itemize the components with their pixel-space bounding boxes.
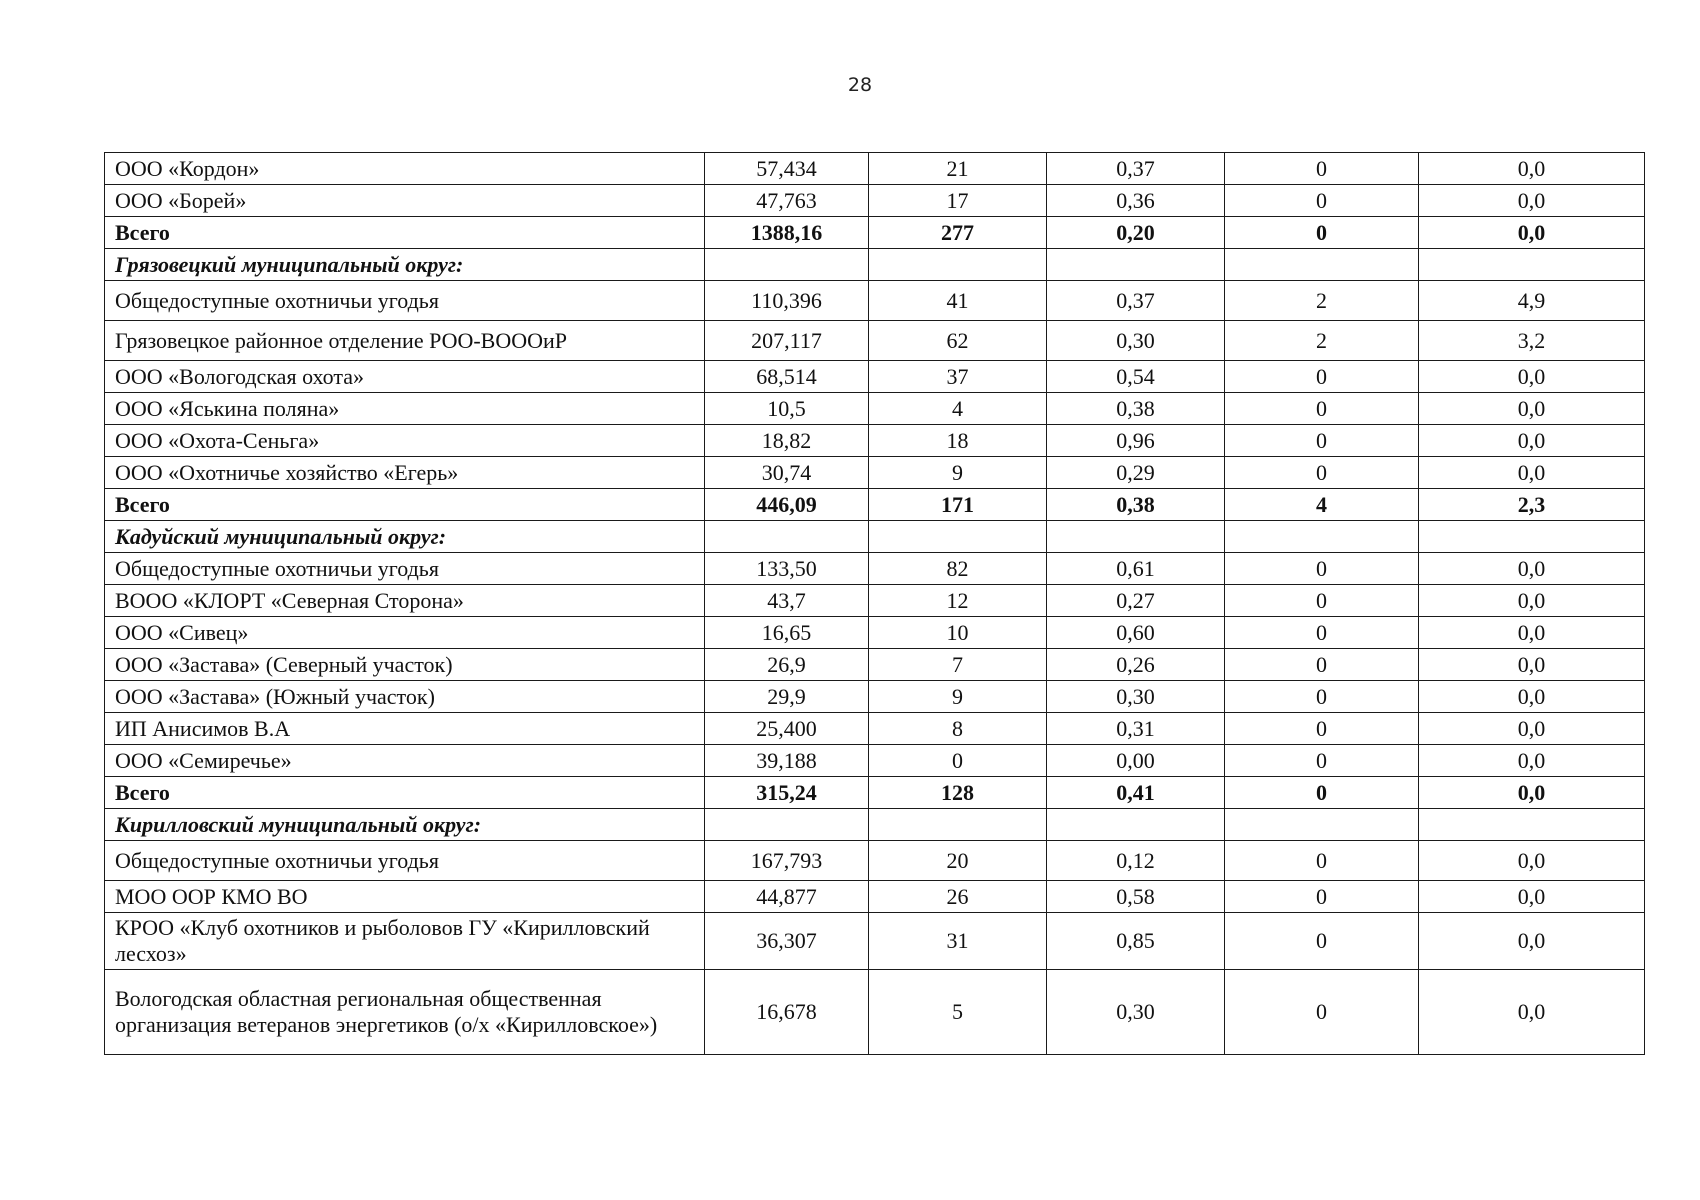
value-cell-col5: 0 [1225,777,1419,809]
table-row [105,553,1645,585]
value-cell-col5: 0 [1225,681,1419,713]
organization-name-cell: Вологодская областная региональная общественная организация ветеранов энергетиков (о/х «Кирилловское») [105,970,705,1055]
value-cell-col3: 37 [869,361,1047,393]
value-cell-col3: 62 [869,321,1047,361]
value-cell-col2: 16,678 [705,970,869,1055]
value-cell-col4: 0,36 [1047,185,1225,217]
total-row [105,777,1645,809]
value-cell-col3: 9 [869,457,1047,489]
organization-name-cell: ООО «Застава» (Северный участок) [105,649,705,681]
district-name-cell: Кадуйский муниципальный округ: [105,521,705,553]
value-cell-col6: 0,0 [1419,681,1645,713]
value-cell-col3: 12 [869,585,1047,617]
value-cell-col5: 0 [1225,457,1419,489]
table-row [105,425,1645,457]
table-row [105,841,1645,881]
value-cell-col3: 9 [869,681,1047,713]
value-cell-col3: 20 [869,841,1047,881]
table-row [105,745,1645,777]
table-row [105,361,1645,393]
organization-name-cell: МОО ООР КМО ВО [105,881,705,913]
organization-name-cell: ООО «Вологодская охота» [105,361,705,393]
value-cell-col5: 0 [1225,913,1419,970]
value-cell-col2: 57,434 [705,153,869,185]
value-cell-col6: 4,9 [1419,281,1645,321]
value-cell-col3: 171 [869,489,1047,521]
value-cell-col6: 0,0 [1419,425,1645,457]
value-cell-col5: 4 [1225,489,1419,521]
value-cell-col6: 0,0 [1419,153,1645,185]
value-cell-col3: 10 [869,617,1047,649]
value-cell-col2: 68,514 [705,361,869,393]
organization-name-cell: ВООО «КЛОРТ «Северная Сторона» [105,585,705,617]
value-cell-col5: 0 [1225,970,1419,1055]
table-row [105,281,1645,321]
value-cell-col5: 0 [1225,361,1419,393]
value-cell-col2: 1388,16 [705,217,869,249]
value-cell-col2: 26,9 [705,649,869,681]
organization-name-cell: Общедоступные охотничьи угодья [105,841,705,881]
value-cell-col3: 41 [869,281,1047,321]
value-cell-col3: 26 [869,881,1047,913]
organization-name-cell: ООО «Застава» (Южный участок) [105,681,705,713]
value-cell-col3: 128 [869,777,1047,809]
value-cell-col4: 0,58 [1047,881,1225,913]
value-cell-col3: 17 [869,185,1047,217]
value-cell-col5: 0 [1225,393,1419,425]
hunting-grounds-table [104,152,1645,1055]
value-cell-col3 [869,249,1047,281]
value-cell-col2: 36,307 [705,913,869,970]
value-cell-col2: 207,117 [705,321,869,361]
value-cell-col6: 0,0 [1419,649,1645,681]
value-cell-col4: 0,60 [1047,617,1225,649]
value-cell-col3 [869,521,1047,553]
value-cell-col4: 0,20 [1047,217,1225,249]
section-header-row [105,809,1645,841]
value-cell-col6: 0,0 [1419,913,1645,970]
value-cell-col4: 0,96 [1047,425,1225,457]
value-cell-col2: 18,82 [705,425,869,457]
value-cell-col6: 3,2 [1419,321,1645,361]
value-cell-col2: 133,50 [705,553,869,585]
value-cell-col5: 0 [1225,425,1419,457]
value-cell-col4: 0,38 [1047,393,1225,425]
value-cell-col4: 0,29 [1047,457,1225,489]
table-row [105,617,1645,649]
district-name-cell: Кирилловский муниципальный округ: [105,809,705,841]
value-cell-col6: 0,0 [1419,361,1645,393]
value-cell-col2: 47,763 [705,185,869,217]
value-cell-col2: 315,24 [705,777,869,809]
organization-name-cell: ООО «Охотничье хозяйство «Егерь» [105,457,705,489]
organization-name-cell: ООО «Яськина поляна» [105,393,705,425]
table-row [105,321,1645,361]
value-cell-col4: 0,38 [1047,489,1225,521]
value-cell-col5: 0 [1225,553,1419,585]
value-cell-col2: 10,5 [705,393,869,425]
organization-name-cell: ИП Анисимов В.А [105,713,705,745]
organization-name-cell: Общедоступные охотничьи угодья [105,553,705,585]
table-row [105,585,1645,617]
value-cell-col4: 0,30 [1047,681,1225,713]
value-cell-col2: 110,396 [705,281,869,321]
value-cell-col4 [1047,809,1225,841]
value-cell-col4: 0,61 [1047,553,1225,585]
value-cell-col2: 44,877 [705,881,869,913]
organization-name-cell: ООО «Сивец» [105,617,705,649]
value-cell-col6: 0,0 [1419,881,1645,913]
value-cell-col3: 5 [869,970,1047,1055]
value-cell-col6 [1419,521,1645,553]
table-body [105,153,1645,1055]
value-cell-col5: 0 [1225,153,1419,185]
value-cell-col6: 0,0 [1419,585,1645,617]
value-cell-col2: 30,74 [705,457,869,489]
value-cell-col3: 82 [869,553,1047,585]
value-cell-col2 [705,249,869,281]
organization-name-cell: ООО «Охота-Сеньга» [105,425,705,457]
value-cell-col4: 0,30 [1047,321,1225,361]
organization-name-cell: ООО «Семиречье» [105,745,705,777]
table-row [105,185,1645,217]
value-cell-col5: 0 [1225,585,1419,617]
value-cell-col4: 0,12 [1047,841,1225,881]
table-row [105,153,1645,185]
value-cell-col2: 16,65 [705,617,869,649]
organization-name-cell: Всего [105,777,705,809]
table-row [105,713,1645,745]
value-cell-col2 [705,809,869,841]
value-cell-col3: 8 [869,713,1047,745]
value-cell-col6: 0,0 [1419,745,1645,777]
value-cell-col5: 0 [1225,713,1419,745]
value-cell-col5 [1225,809,1419,841]
value-cell-col4 [1047,521,1225,553]
value-cell-col5: 2 [1225,321,1419,361]
total-row [105,489,1645,521]
section-header-row [105,249,1645,281]
value-cell-col3: 18 [869,425,1047,457]
organization-name-cell: Общедоступные охотничьи угодья [105,281,705,321]
value-cell-col5: 2 [1225,281,1419,321]
value-cell-col3: 21 [869,153,1047,185]
organization-name-cell: Всего [105,489,705,521]
value-cell-col4: 0,27 [1047,585,1225,617]
value-cell-col5: 0 [1225,881,1419,913]
value-cell-col5: 0 [1225,841,1419,881]
value-cell-col6: 2,3 [1419,489,1645,521]
organization-name-cell: ООО «Борей» [105,185,705,217]
value-cell-col5: 0 [1225,217,1419,249]
value-cell-col3: 7 [869,649,1047,681]
value-cell-col3: 31 [869,913,1047,970]
value-cell-col6 [1419,809,1645,841]
value-cell-col4: 0,26 [1047,649,1225,681]
value-cell-col3 [869,809,1047,841]
value-cell-col6: 0,0 [1419,553,1645,585]
value-cell-col4: 0,00 [1047,745,1225,777]
value-cell-col4 [1047,249,1225,281]
value-cell-col4: 0,85 [1047,913,1225,970]
value-cell-col3: 277 [869,217,1047,249]
table-row [105,881,1645,913]
organization-name-cell: Всего [105,217,705,249]
organization-name-cell: КРОО «Клуб охотников и рыболовов ГУ «Кирилловский лесхоз» [105,913,705,970]
value-cell-col2: 29,9 [705,681,869,713]
value-cell-col6: 0,0 [1419,185,1645,217]
value-cell-col2: 25,400 [705,713,869,745]
value-cell-col6: 0,0 [1419,457,1645,489]
value-cell-col4: 0,31 [1047,713,1225,745]
table-row [105,970,1645,1055]
table-row [105,457,1645,489]
value-cell-col6: 0,0 [1419,970,1645,1055]
value-cell-col6: 0,0 [1419,841,1645,881]
section-header-row [105,521,1645,553]
district-name-cell: Грязовецкий муниципальный округ: [105,249,705,281]
value-cell-col5 [1225,521,1419,553]
value-cell-col2: 43,7 [705,585,869,617]
page-number: 28 [847,74,873,96]
value-cell-col2: 39,188 [705,745,869,777]
value-cell-col4: 0,54 [1047,361,1225,393]
value-cell-col6: 0,0 [1419,217,1645,249]
value-cell-col6 [1419,249,1645,281]
value-cell-col5: 0 [1225,649,1419,681]
organization-name-cell: ООО «Кордон» [105,153,705,185]
value-cell-col5: 0 [1225,617,1419,649]
table-row [105,393,1645,425]
value-cell-col3: 0 [869,745,1047,777]
value-cell-col4: 0,30 [1047,970,1225,1055]
table-row [105,681,1645,713]
value-cell-col4: 0,37 [1047,153,1225,185]
value-cell-col4: 0,41 [1047,777,1225,809]
value-cell-col5: 0 [1225,745,1419,777]
value-cell-col6: 0,0 [1419,777,1645,809]
value-cell-col6: 0,0 [1419,393,1645,425]
value-cell-col5: 0 [1225,185,1419,217]
value-cell-col4: 0,37 [1047,281,1225,321]
value-cell-col5 [1225,249,1419,281]
value-cell-col2: 446,09 [705,489,869,521]
table-row [105,913,1645,970]
value-cell-col2 [705,521,869,553]
total-row [105,217,1645,249]
value-cell-col6: 0,0 [1419,617,1645,649]
table-row [105,649,1645,681]
value-cell-col3: 4 [869,393,1047,425]
value-cell-col2: 167,793 [705,841,869,881]
organization-name-cell: Грязовецкое районное отделение РОО-ВОООиР [105,321,705,361]
value-cell-col6: 0,0 [1419,713,1645,745]
